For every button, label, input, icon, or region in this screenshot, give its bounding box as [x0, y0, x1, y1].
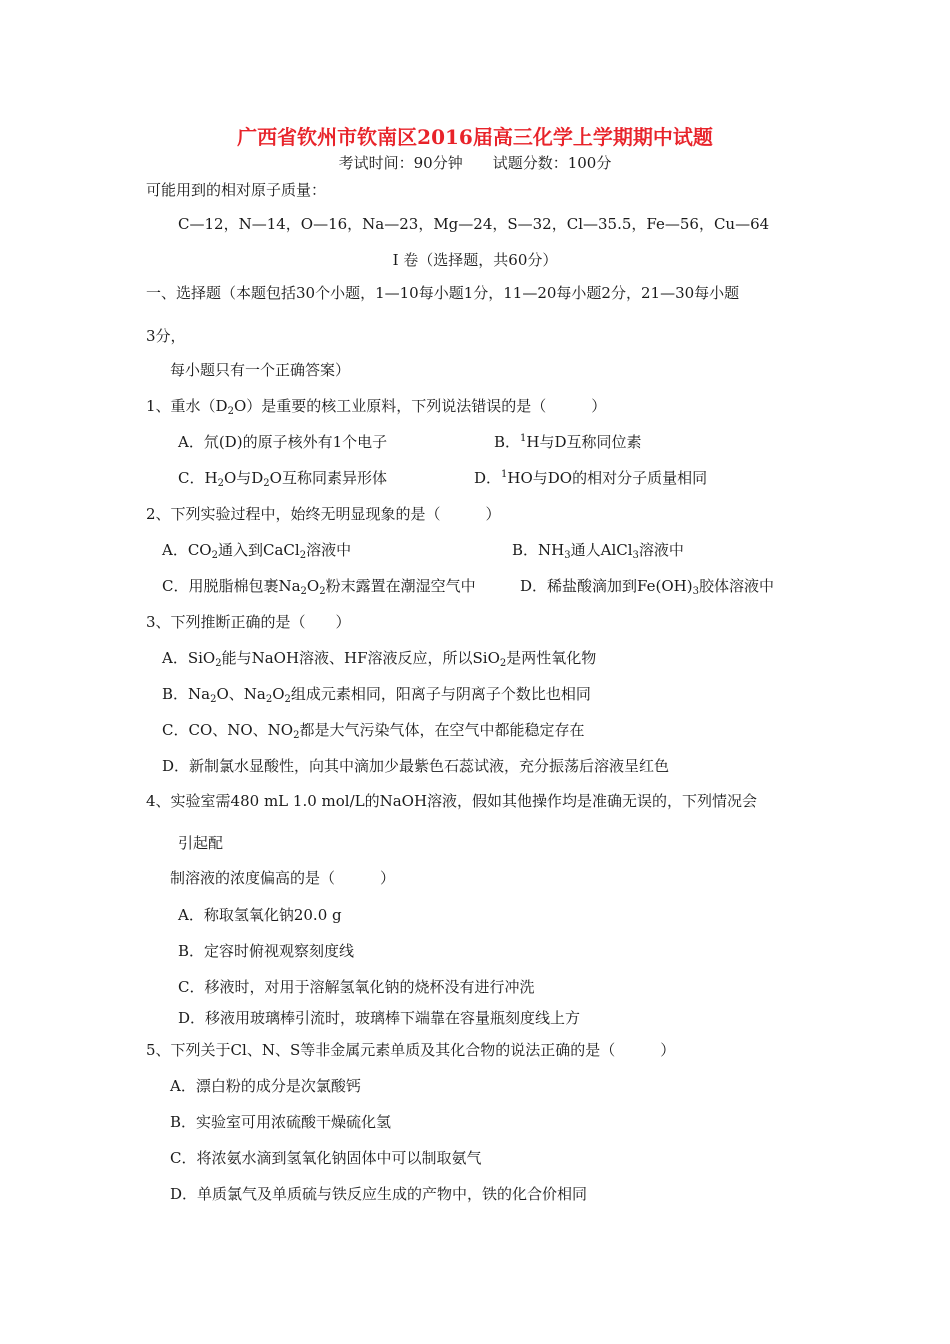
question-2-option-a: A．$CO_2$通入到CaCl$_2$溶液中	[162, 541, 352, 561]
question-5-option-c: C．将浓氨水滴到氢氧化钠固体中可以制取氨气	[170, 1149, 482, 1167]
question-3-option-c: C．CO、NO、$NO_2$都是大气污染气体，在空气中都能稳定存在	[162, 721, 585, 741]
atomic-mass-values: C—12，N—14，O—16，Na—23，Mg—24，S—32，Cl—35.5，Fe—56，Cu—64	[178, 215, 770, 233]
question-4-option-b: B．定容时俯视观察刻度线	[178, 942, 355, 960]
question-3-stem: 3、下列推断正确的是（ ）	[146, 613, 351, 631]
question-5-option-d: D．单质氯气及单质硫与铁反应生成的产物中，铁的化合价相同	[170, 1185, 588, 1203]
question-2-option-b: B．$NH_3$通人AlCl$_3$溶液中	[512, 541, 684, 561]
section1-instructions-cont: 3分，	[146, 327, 186, 345]
question-4-stem-cont: 引起配	[178, 834, 224, 852]
question-1-option-d: D．$^1$HO与DO的相对分子质量相同	[474, 469, 708, 487]
page-title: 广西省钦州市钦南区2016届高三化学上学期期中试题	[237, 125, 713, 149]
question-1-option-c: C．$H_2O$与$D_2O$互称同素异形体	[178, 469, 387, 489]
atomic-mass-label: 可能用到的相对原子质量：	[146, 181, 327, 199]
question-1-option-a: A．氘(D)的原子核外有1个电子	[178, 433, 388, 451]
question-2-option-c: C．用脱脂棉包裹$Na_2O_2$粉末露置在潮湿空气中	[162, 577, 476, 597]
question-5-stem: 5、下列关于Cl、N、S等非金属元素单质及其化合物的说法正确的是（ ）	[146, 1041, 676, 1059]
question-1-stem: 1、重水$(D_2O)$是重要的核工业原料，下列说法错误的是（ ）	[146, 397, 607, 417]
question-1-option-b: B．$^1$H与D互称同位素	[494, 433, 642, 451]
volume1-title: Ⅰ 卷（选择题，共60分）	[392, 251, 558, 269]
exam-info: 考试时间：90分钟 试题分数：100分	[338, 154, 612, 172]
question-3-option-a: A．SiO$_2$能与NaOH溶液、HF溶液反应，所以SiO$_2$是两性氧化物	[162, 649, 597, 669]
section1-instructions-note: 每小题只有一个正确答案）	[170, 361, 351, 379]
question-2-stem: 2、下列实验过程中，始终无明显现象的是（ ）	[146, 505, 501, 523]
question-4-stem-end: 制溶液的浓度偏高的是（ ）	[170, 869, 396, 887]
question-4-option-d: D．移液用玻璃棒引流时，玻璃棒下端靠在容量瓶刻度线上方	[178, 1009, 581, 1027]
question-5-option-a: A．漂白粉的成分是次氯酸钙	[170, 1077, 361, 1095]
question-5-option-b: B．实验室可用浓硫酸干燥硫化氢	[170, 1113, 392, 1131]
question-4-stem: 4、实验室需480 mL 1.0 mol/L的NaOH溶液，假如其他操作均是准确无误的，下列情况会	[146, 792, 758, 810]
question-4-option-c: C．移液时，对用于溶解氢氧化钠的烧杯没有进行冲洗	[178, 978, 535, 996]
question-2-option-d: D．稀盐酸滴加到$Fe(OH)_3$胶体溶液中	[520, 577, 774, 597]
question-3-option-b: B．$Na_2O$、$Na_2O_2$组成元素相同，阳离子与阴离子个数比也相同	[162, 685, 591, 705]
section1-instructions: 一、选择题（本题包括30个小题，1—10每小题1分，11—20每小题2分，21—30每小题	[146, 284, 740, 302]
question-3-option-d: D．新制氯水显酸性，向其中滴加少最紫色石蕊试液，充分振荡后溶液呈红色	[162, 757, 670, 775]
question-4-option-a: A．称取氢氧化钠20.0 g	[178, 906, 342, 924]
